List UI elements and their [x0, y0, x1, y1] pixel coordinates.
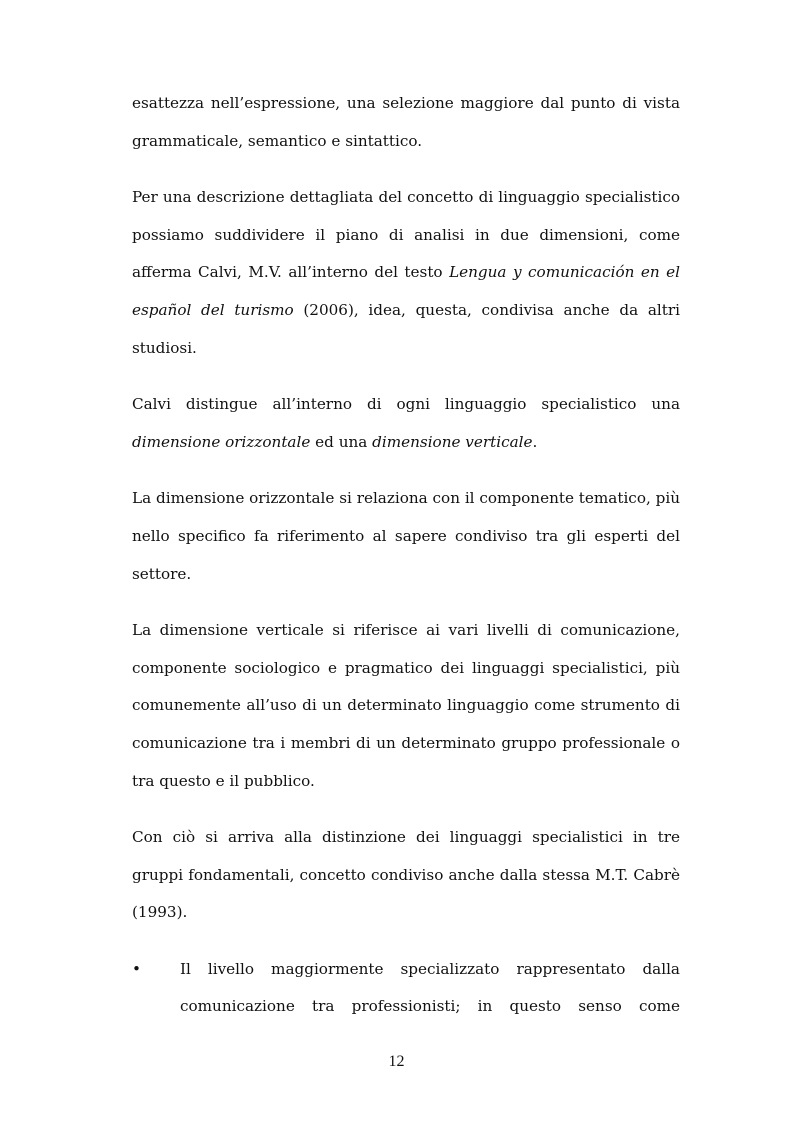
paragraph-3-after: .	[532, 432, 538, 451]
paragraph-6-text: Con ciò si arriva alla distinzione dei linguaggi specialistici in tre gruppi fondamentali, concetto condiviso anche dalla stessa M.T. Cabrè (1993).	[132, 828, 680, 922]
paragraph-4-text: La dimensione orizzontale si relaziona con il componente tematico, più nello specifico fa riferimento al sapere condiviso tra gli esperti del settore.	[132, 489, 680, 583]
cited-title: Lengua y comunicación en el español del turismo	[132, 263, 680, 319]
paragraph-1-text: esattezza nell’espressione, una selezione maggiore dal punto di vista grammaticale, semantico e sintattico.	[132, 94, 680, 150]
paragraph-2-before: Per una descrizione dettagliata del concetto di linguaggio specialistico possiamo suddividere il piano di analisi in due dimensioni, come afferma Calvi, M.V. all’interno del testo	[132, 188, 680, 282]
bullet-list	[132, 951, 680, 1026]
bullet-icon: •	[132, 959, 141, 978]
paragraph-5-text: La dimensione verticale si riferisce ai vari livelli di comunicazione, componente sociologico e pragmatico dei linguaggi specialistici, più comunemente all’uso di un determinato linguaggio come strumento di comunicazione tra i membri di un determinato gruppo professionale o tra questo e il pubblico.	[132, 621, 680, 790]
paragraph-2-after: (2006), idea, questa, condivisa anche da altri studiosi.	[132, 300, 680, 357]
term-vertical-dimension: dimensione verticale	[372, 432, 533, 451]
paragraph-2	[132, 179, 680, 367]
paragraph-3-before: Calvi distingue all’interno di ogni linguaggio specialistico una	[132, 395, 680, 414]
paragraph-1	[132, 85, 680, 160]
page-number: 12	[388, 1053, 405, 1070]
paragraph-3	[132, 386, 680, 461]
paragraph-3-middle: ed una	[310, 432, 373, 451]
paragraph-6	[132, 819, 680, 932]
term-horizontal-dimension: dimensione orizzontale	[132, 432, 311, 451]
list-item	[132, 951, 680, 1026]
paragraph-5	[132, 612, 680, 800]
list-item-text: Il livello maggiormente specializzato rappresentato dalla comunicazione tra professionisti; in questo senso come	[180, 959, 680, 1016]
paragraph-4	[132, 480, 680, 593]
body-text	[132, 85, 680, 1026]
